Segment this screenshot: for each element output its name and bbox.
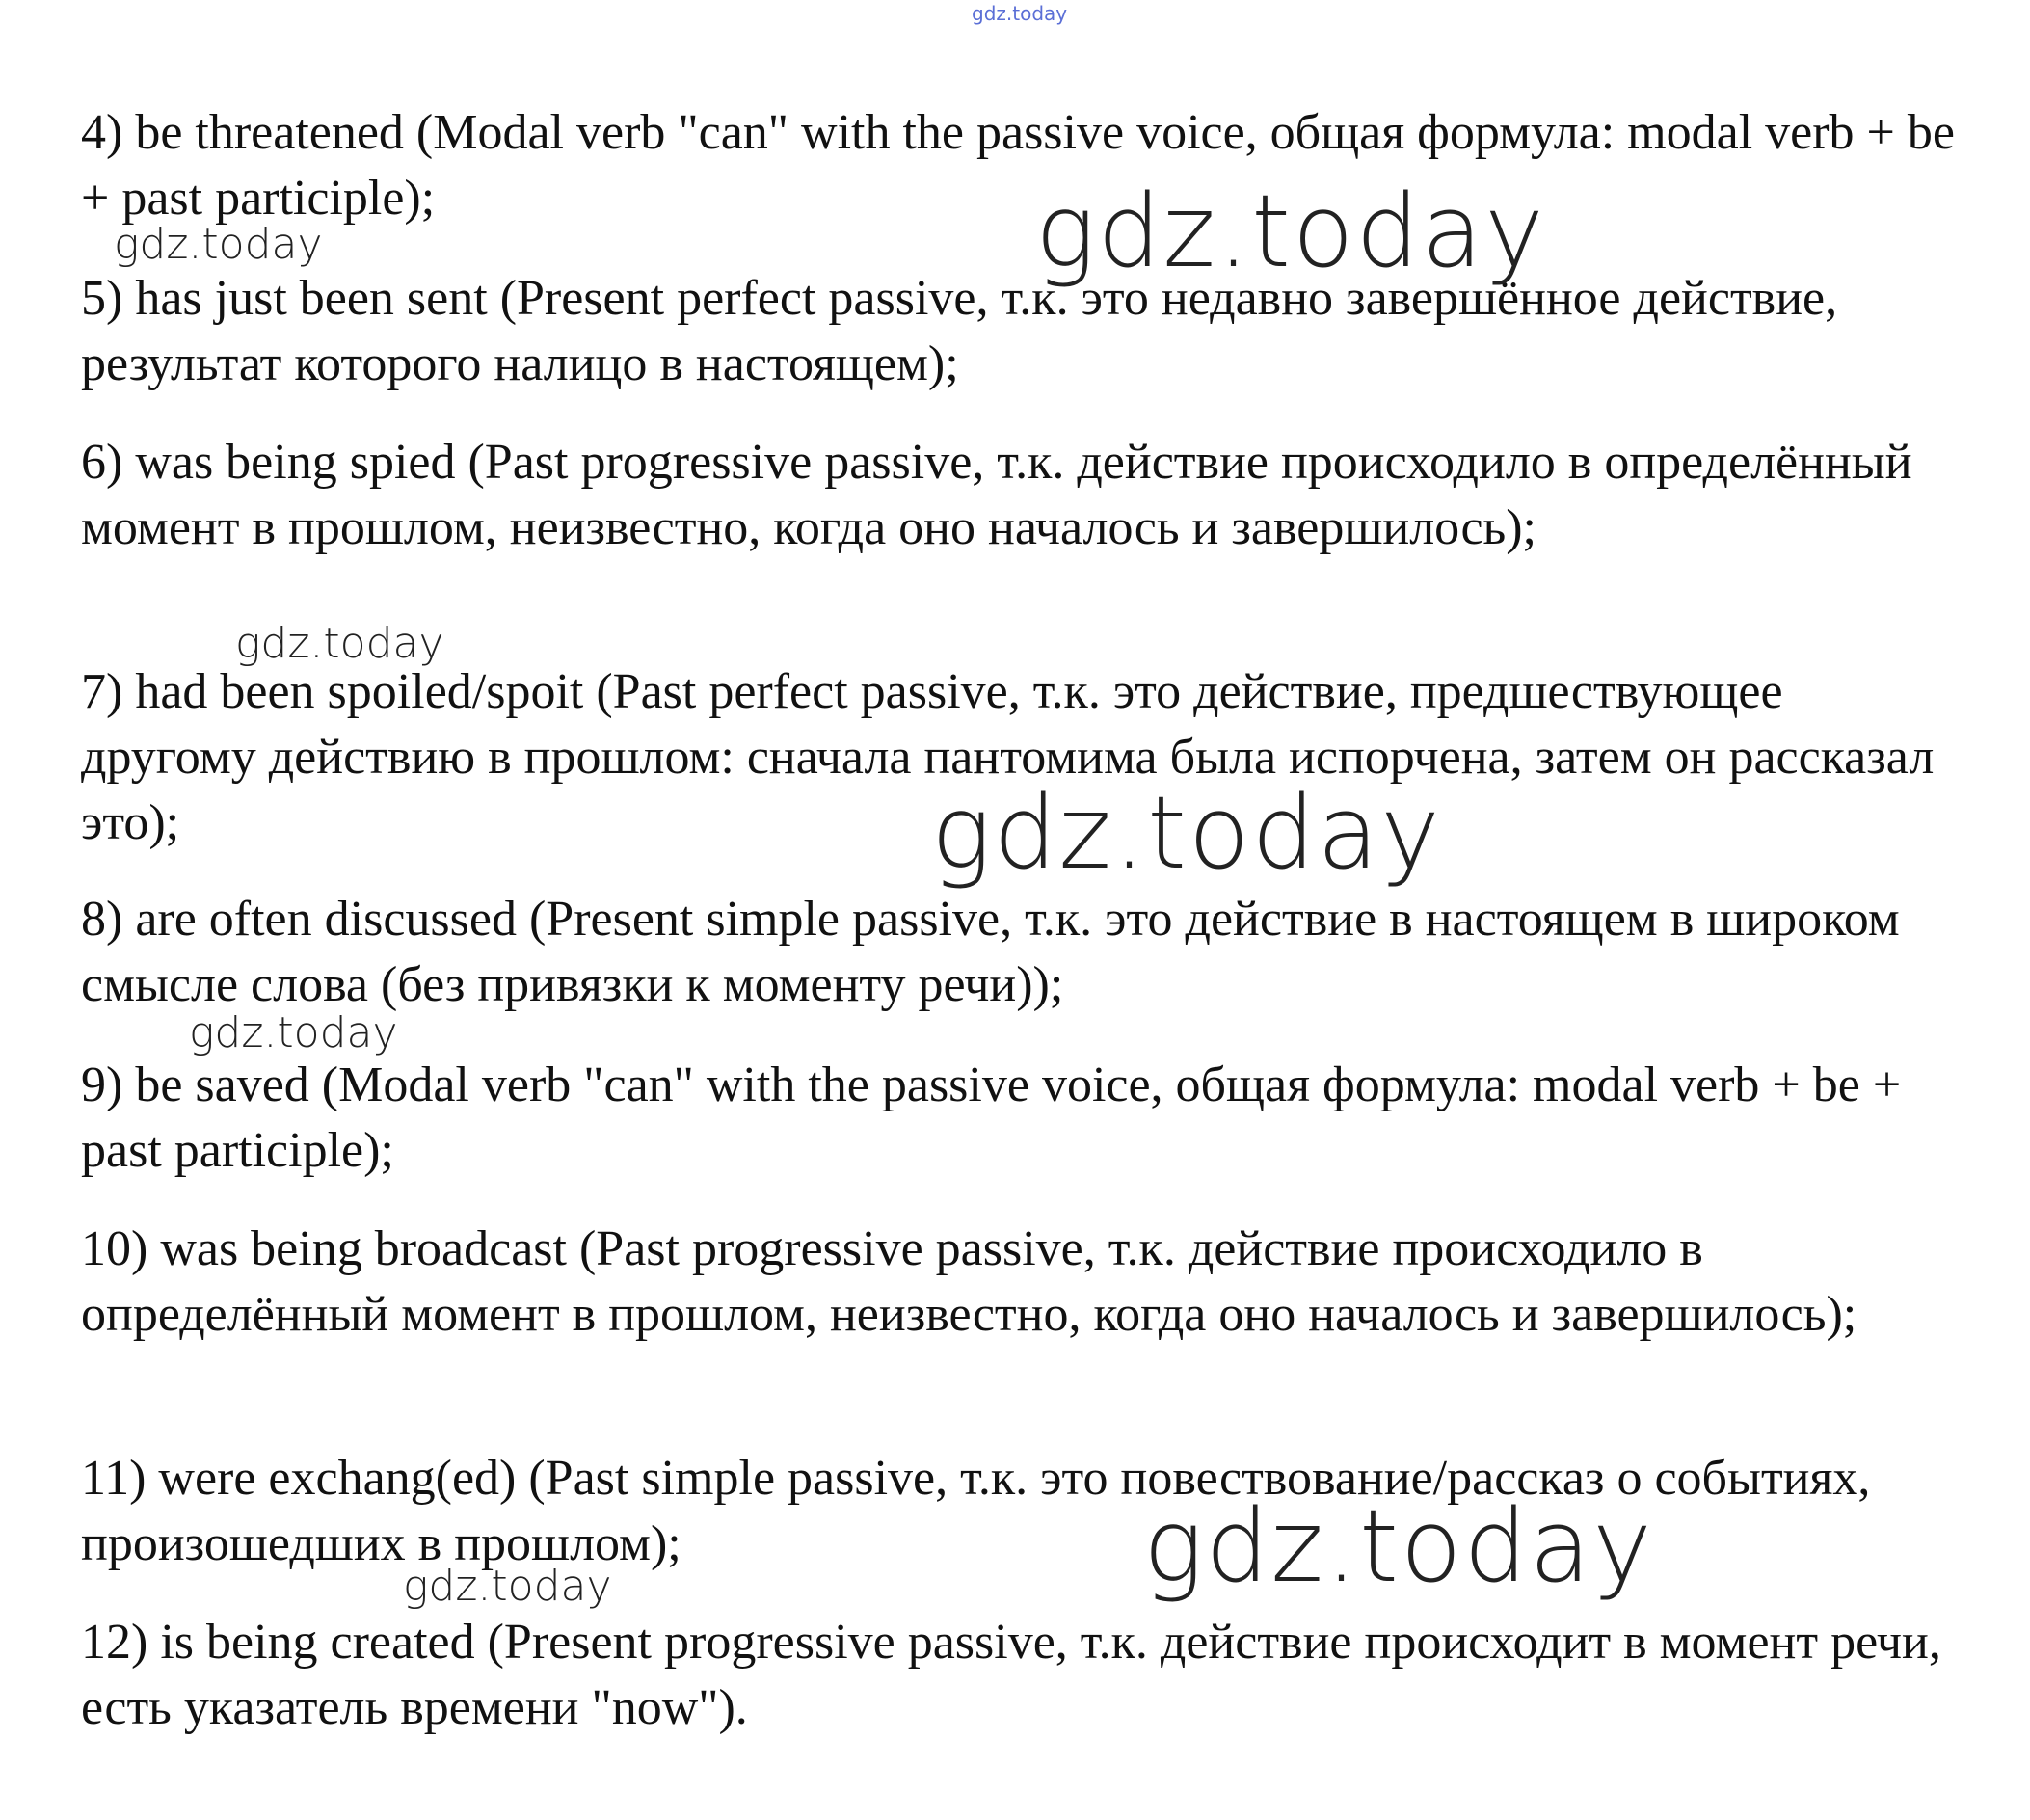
watermark-small: gdz.today: [114, 220, 323, 269]
watermark-large: gdz.today: [1143, 1487, 1654, 1605]
watermark-small: gdz.today: [235, 619, 444, 668]
answer-item-11: 11) were exchang(ed) (Past simple passive, т.к. это повествование/рассказ о событиях, произошедших в прошлом);: [81, 1451, 1871, 1571]
answer-item-5: 5) has just been sent (Present perfect passive, т.к. это недавно завершённое действие, результат которого налицо в настоящем);: [81, 271, 1838, 391]
watermark-top: gdz.today: [972, 2, 1068, 25]
watermark-small: gdz.today: [403, 1562, 612, 1611]
watermark-large: gdz.today: [931, 774, 1442, 892]
watermark-small: gdz.today: [189, 1008, 398, 1057]
answer-item-6: 6) was being spied (Past progressive passive, т.к. действие происходило в определённый момент в прошлом, неизвестно, когда оно началось и завершилось);: [81, 435, 1912, 555]
answer-item-4: 4) be threatened (Modal verb "can" with the passive voice, общая формула: modal verb + be + past participle);: [81, 105, 1955, 226]
answer-item-7: 7) had been spoiled/spoit (Past perfect passive, т.к. это действие, предшествующее другому действию в прошлом: сначала пантомима была испорчена, затем он рассказал это);: [81, 664, 1935, 850]
watermark-large: gdz.today: [1035, 173, 1546, 290]
answer-item-10: 10) was being broadcast (Past progressive passive, т.к. действие происходило в определённый момент в прошлом, неизвестно, когда оно началось и завершилось);: [81, 1221, 1857, 1342]
answer-item-9: 9) be saved (Modal verb "can" with the passive voice, общая формула: modal verb + be + past participle);: [81, 1057, 1902, 1178]
answer-item-8: 8) are often discussed (Present simple passive, т.к. это действие в настоящем в широком смысле слова (без привязки к моменту речи));: [81, 892, 1900, 1012]
answer-item-12: 12) is being created (Present progressive passive, т.к. действие происходит в момент речи, есть указатель времени "now").: [81, 1615, 1941, 1735]
